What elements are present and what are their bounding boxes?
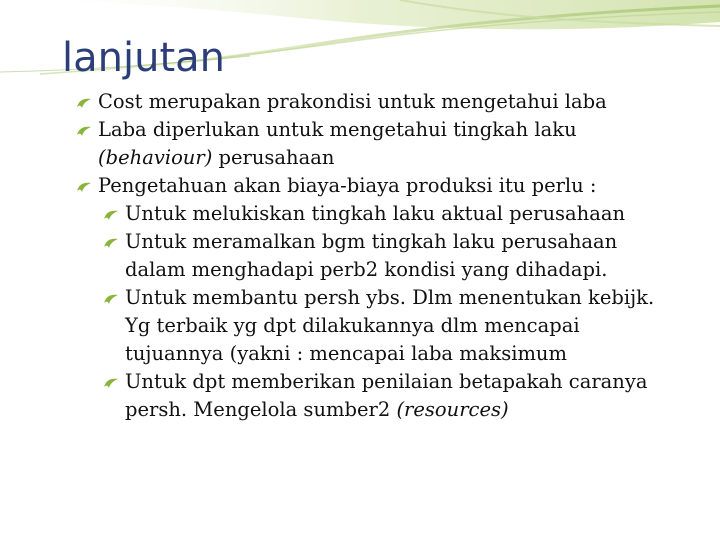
sub-list-item-text: Untuk meramalkan bgm tingkah laku perusahaan dalam menghadapi perb2 kondisi yang dihadapi. (125, 230, 618, 281)
curled-leaf-bullet-icon (103, 200, 125, 228)
list-item-text: Cost merupakan prakondisi untuk mengetahui laba (98, 90, 607, 113)
sub-list-item (70, 368, 680, 424)
sub-list-item-text: Untuk membantu persh ybs. Dlm menentukan kebijk. Yg terbaik yg dpt dilakukannya dlm mencapai tujuannya (yakni : mencapai laba maksimum (125, 286, 655, 365)
list-item (70, 88, 680, 116)
curled-leaf-bullet-icon (76, 116, 98, 144)
list-item-text-tail: perusahaan (212, 146, 335, 169)
curled-leaf-bullet-icon (76, 88, 98, 116)
top-swoosh-band (0, 0, 720, 29)
sub-list-item (70, 228, 680, 284)
curled-leaf-bullet-icon (103, 284, 125, 312)
list-item (70, 116, 680, 172)
curled-leaf-bullet-icon (76, 172, 98, 200)
list-item-text: Pengetahuan akan biaya-biaya produksi itu perlu : (98, 174, 597, 197)
list-item-italic-text: (behaviour) (98, 146, 213, 169)
sub-list-item-text: Untuk melukiskan tingkah laku aktual perusahaan (125, 202, 626, 225)
curled-leaf-bullet-icon (103, 368, 125, 396)
slide-title: lanjutan (62, 35, 225, 81)
sub-list-item (70, 284, 680, 368)
list-item-text: Laba diperlukan untuk mengetahui tingkah laku (98, 118, 577, 141)
bullet-list (70, 88, 680, 424)
list-item (70, 172, 680, 200)
sub-list-item (70, 200, 680, 228)
sub-list-item-italic-text: (resources) (396, 398, 509, 421)
sub-list-item-text: Untuk dpt memberikan penilaian betapakah caranya persh. Mengelola sumber2 (125, 370, 648, 421)
curled-leaf-bullet-icon (103, 228, 125, 256)
